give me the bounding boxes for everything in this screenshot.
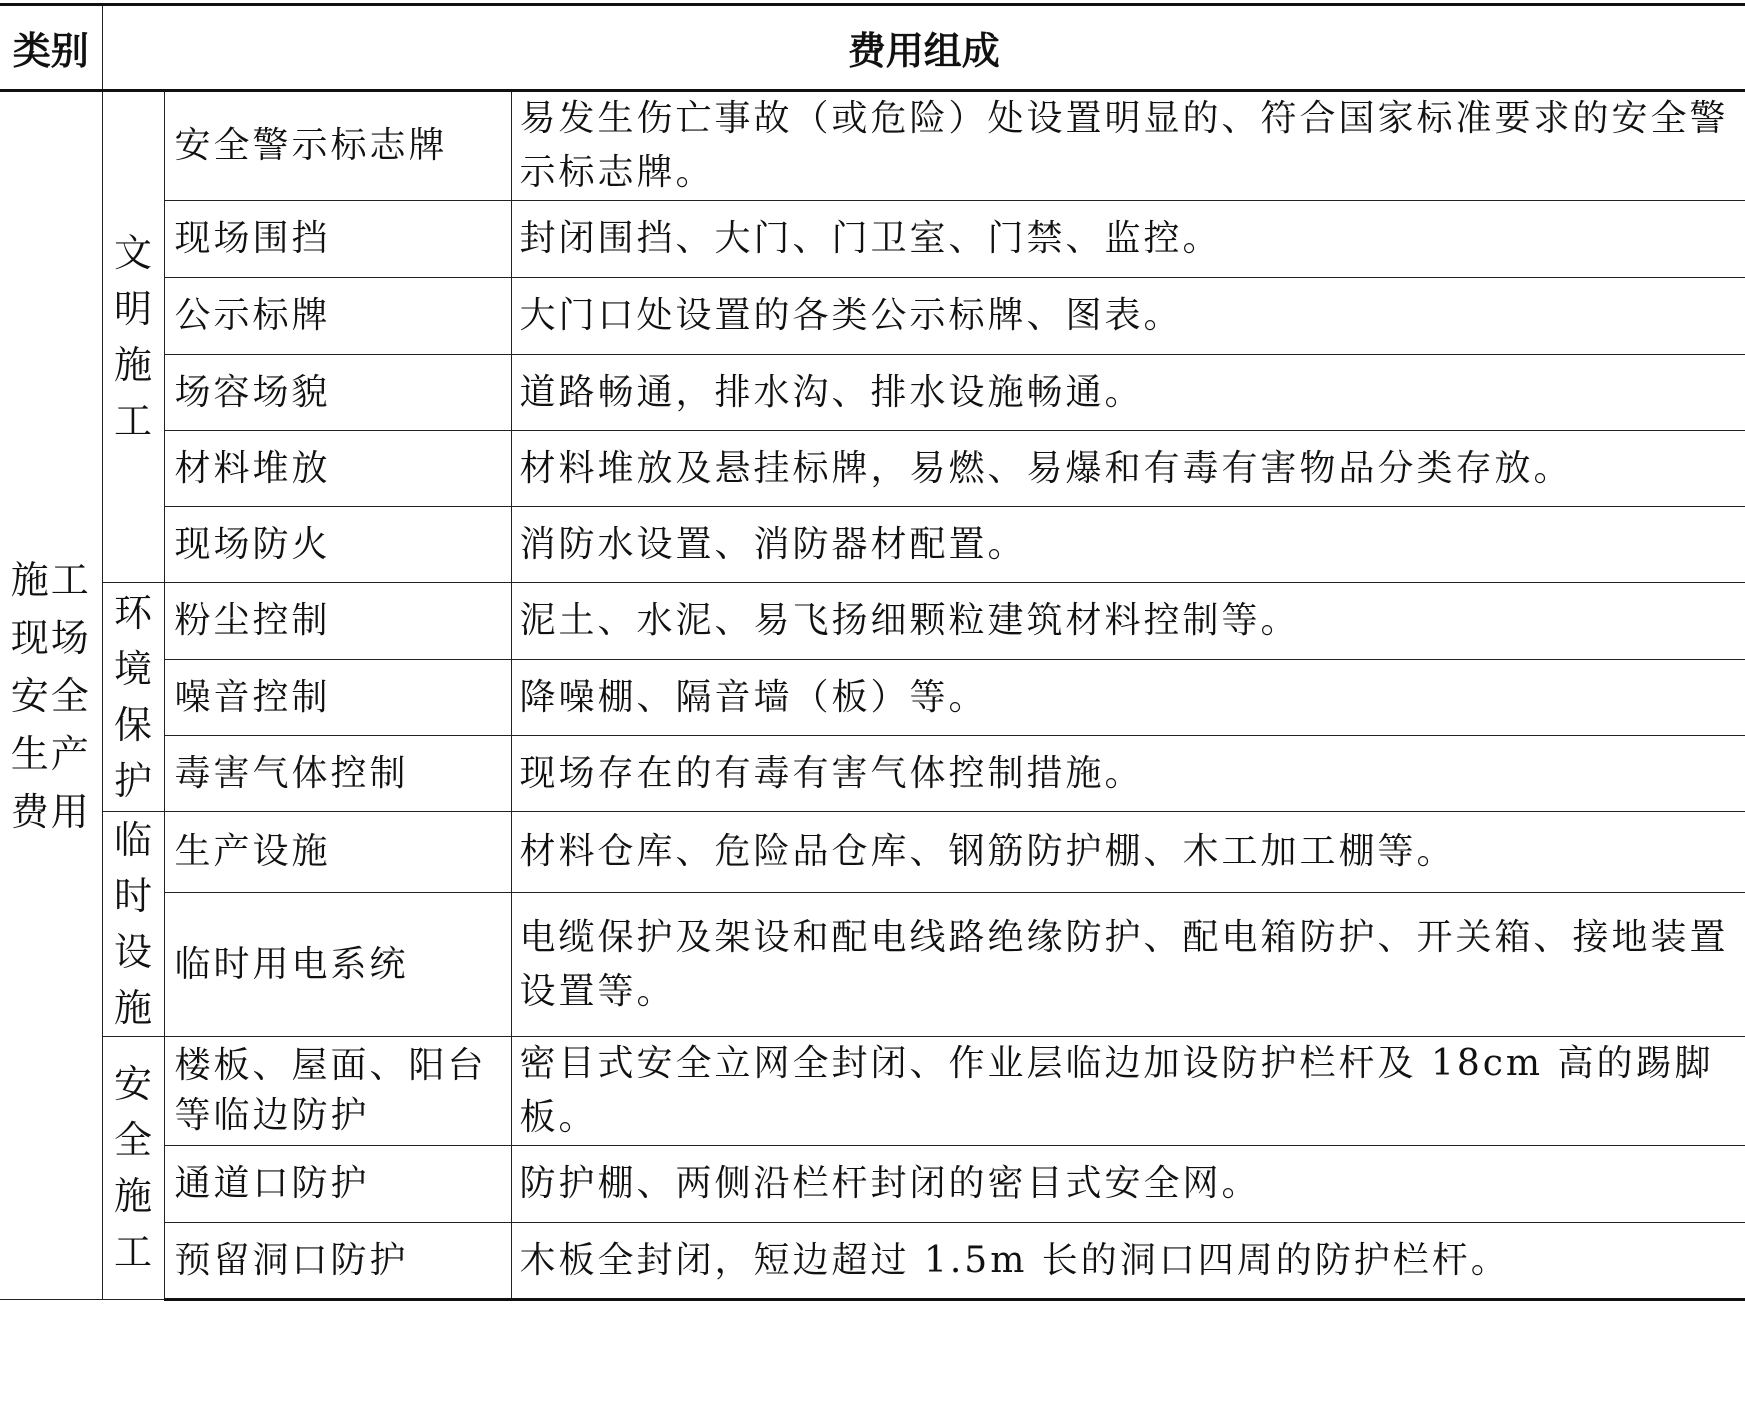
table-row	[0, 583, 1745, 660]
item-description: 降噪棚、隔音墙（板）等。	[511, 660, 1745, 736]
item-description: 道路畅通，排水沟、排水设施畅通。	[511, 355, 1745, 431]
header-category: 类别	[0, 5, 102, 91]
table-row	[0, 660, 1745, 736]
header-composition: 费用组成	[102, 5, 1745, 91]
group-label: 环境保护	[113, 591, 152, 803]
item-name: 临时用电系统	[164, 893, 511, 1037]
group-label: 文明施工	[113, 231, 152, 443]
group-cell-temporary-facilities	[102, 812, 164, 1037]
item-description: 消防水设置、消防器材配置。	[511, 507, 1745, 583]
item-name: 楼板、屋面、阳台等临边防护	[164, 1037, 511, 1146]
item-name: 噪音控制	[164, 660, 511, 736]
header-row	[0, 5, 1745, 91]
table-row	[0, 893, 1745, 1037]
item-name: 生产设施	[164, 812, 511, 893]
item-description: 材料堆放及悬挂标牌，易燃、易爆和有毒有害物品分类存放。	[511, 431, 1745, 507]
item-description: 密目式安全立网全封闭、作业层临边加设防护栏杆及 18cm 高的踢脚板。	[511, 1037, 1745, 1146]
cost-composition-table	[0, 3, 1745, 1301]
table-row	[0, 278, 1745, 355]
table-row	[0, 812, 1745, 893]
item-name: 预留洞口防护	[164, 1223, 511, 1300]
item-name: 粉尘控制	[164, 583, 511, 660]
item-name: 毒害气体控制	[164, 736, 511, 812]
item-description: 易发生伤亡事故（或危险）处设置明显的、符合国家标准要求的安全警示标志牌。	[511, 91, 1745, 201]
group-cell-safe-construction	[102, 1037, 164, 1300]
item-description: 现场存在的有毒有害气体控制措施。	[511, 736, 1745, 812]
item-description: 电缆保护及架设和配电线路绝缘防护、配电箱防护、开关箱、接地装置设置等。	[511, 893, 1745, 1037]
item-name: 现场防火	[164, 507, 511, 583]
item-name: 场容场貌	[164, 355, 511, 431]
table-row	[0, 1223, 1745, 1300]
item-description: 泥土、水泥、易飞扬细颗粒建筑材料控制等。	[511, 583, 1745, 660]
table-row	[0, 507, 1745, 583]
item-name: 通道口防护	[164, 1146, 511, 1223]
table-row	[0, 201, 1745, 278]
category-label: 施工现场安全生产费用	[10, 557, 91, 834]
table-row	[0, 91, 1745, 201]
group-label: 临时设施	[113, 818, 152, 1030]
item-description: 木板全封闭，短边超过 1.5m 长的洞口四周的防护栏杆。	[511, 1223, 1745, 1300]
item-name: 公示标牌	[164, 278, 511, 355]
table-row	[0, 1146, 1745, 1223]
table-row	[0, 1037, 1745, 1146]
table-row	[0, 355, 1745, 431]
item-name: 安全警示标志牌	[164, 91, 511, 201]
item-description: 大门口处设置的各类公示标牌、图表。	[511, 278, 1745, 355]
item-description: 材料仓库、危险品仓库、钢筋防护棚、木工加工棚等。	[511, 812, 1745, 893]
table-row	[0, 431, 1745, 507]
group-label: 安全施工	[113, 1062, 152, 1274]
item-name: 材料堆放	[164, 431, 511, 507]
item-description: 封闭围挡、大门、门卫室、门禁、监控。	[511, 201, 1745, 278]
group-cell-environmental-protection	[102, 583, 164, 812]
category-cell	[0, 91, 102, 1300]
table-row	[0, 736, 1745, 812]
item-name: 现场围挡	[164, 201, 511, 278]
item-description: 防护棚、两侧沿栏杆封闭的密目式安全网。	[511, 1146, 1745, 1223]
group-cell-civilized-construction	[102, 91, 164, 583]
